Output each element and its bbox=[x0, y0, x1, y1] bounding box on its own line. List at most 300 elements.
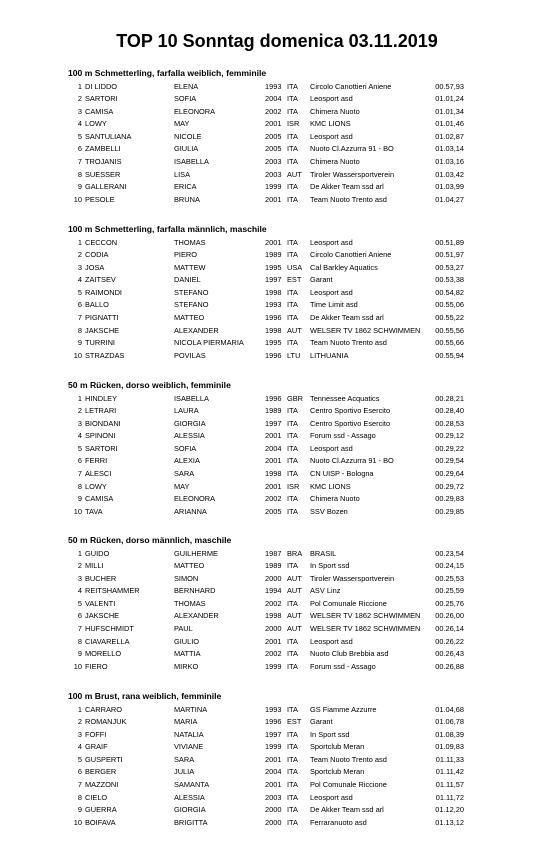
time-cell: 00.25,59 bbox=[435, 586, 464, 596]
time-cell: 00.55,56 bbox=[435, 325, 464, 335]
table-row bbox=[68, 299, 508, 312]
club-cell: De Akker Team ssd arl bbox=[310, 182, 384, 192]
rank-cell: 8 bbox=[77, 636, 82, 646]
club-cell: Chimera Nuoto bbox=[310, 494, 360, 504]
time-cell: 01.11,33 bbox=[435, 754, 464, 764]
time-cell: 00.28,21 bbox=[435, 393, 464, 403]
birth-year-cell: 2001 bbox=[265, 119, 282, 129]
last-name-cell: BUCHER bbox=[85, 573, 117, 583]
last-name-cell: GUSPERTI bbox=[85, 754, 123, 764]
first-name-cell: SIMON bbox=[174, 573, 199, 583]
table-row bbox=[68, 350, 508, 363]
results-table bbox=[68, 393, 508, 519]
club-cell: Sportclub Meran bbox=[310, 742, 365, 752]
club-cell: CN UISP - Bologna bbox=[310, 469, 374, 479]
time-cell: 00.54,82 bbox=[435, 287, 464, 297]
last-name-cell: GALLERANI bbox=[85, 182, 127, 192]
results-section bbox=[68, 224, 508, 362]
table-row bbox=[68, 249, 508, 262]
club-cell: WELSER TV 1862 SCHWIMMEN bbox=[310, 325, 421, 335]
time-cell: 01.03,99 bbox=[435, 182, 464, 192]
first-name-cell: ALESSIA bbox=[174, 792, 205, 802]
first-name-cell: SOFIA bbox=[174, 94, 197, 104]
table-row bbox=[68, 716, 508, 729]
rank-cell: 6 bbox=[77, 300, 82, 310]
last-name-cell: TROJANIS bbox=[85, 157, 122, 167]
table-row bbox=[68, 636, 508, 649]
time-cell: 01.01,24 bbox=[435, 94, 464, 104]
last-name-cell: SUESSER bbox=[85, 169, 121, 179]
rank-cell: 3 bbox=[77, 573, 82, 583]
nation-cell: ITA bbox=[287, 805, 298, 815]
rank-cell: 5 bbox=[77, 754, 82, 764]
first-name-cell: GIULIA bbox=[174, 144, 199, 154]
birth-year-cell: 1989 bbox=[265, 561, 282, 571]
rank-cell: 4 bbox=[77, 119, 82, 129]
table-row bbox=[68, 430, 508, 443]
time-cell: 00.25,53 bbox=[435, 573, 464, 583]
first-name-cell: DANIEL bbox=[174, 275, 201, 285]
birth-year-cell: 2001 bbox=[265, 636, 282, 646]
table-row bbox=[68, 194, 508, 207]
first-name-cell: NICOLE bbox=[174, 131, 202, 141]
time-cell: 00.55,06 bbox=[435, 300, 464, 310]
nation-cell: ITA bbox=[287, 406, 298, 416]
nation-cell: ITA bbox=[287, 287, 298, 297]
club-cell: Cal Barkley Aquatics bbox=[310, 262, 378, 272]
last-name-cell: CAMISA bbox=[85, 106, 114, 116]
table-row bbox=[68, 560, 508, 573]
club-cell: Forum ssd - Assago bbox=[310, 661, 376, 671]
nation-cell: BRA bbox=[287, 548, 303, 558]
first-name-cell: MARIA bbox=[174, 717, 198, 727]
last-name-cell: LOWY bbox=[85, 119, 107, 129]
birth-year-cell: 1996 bbox=[265, 313, 282, 323]
results-section bbox=[68, 691, 508, 829]
first-name-cell: BERNHARD bbox=[174, 586, 216, 596]
first-name-cell: NATALIA bbox=[174, 729, 204, 739]
birth-year-cell: 2001 bbox=[265, 754, 282, 764]
table-row bbox=[68, 729, 508, 742]
nation-cell: ITA bbox=[287, 506, 298, 516]
page-title: TOP 10 Sonntag domenica 03.11.2019 bbox=[116, 31, 438, 51]
first-name-cell: MATTEW bbox=[174, 262, 206, 272]
last-name-cell: CIAVARELLA bbox=[85, 636, 130, 646]
rank-cell: 5 bbox=[77, 131, 82, 141]
birth-year-cell: 2001 bbox=[265, 194, 282, 204]
last-name-cell: GUERRA bbox=[85, 805, 117, 815]
rank-cell: 7 bbox=[77, 469, 82, 479]
club-cell: Tiroler Wassersportverein bbox=[310, 169, 395, 179]
first-name-cell: THOMAS bbox=[174, 598, 206, 608]
section-title: 50 m Rücken, dorso männlich, maschile bbox=[68, 535, 232, 545]
time-cell: 00.55,94 bbox=[435, 350, 464, 360]
table-row bbox=[68, 792, 508, 805]
table-row bbox=[68, 325, 508, 338]
last-name-cell: BALLO bbox=[85, 300, 109, 310]
nation-cell: ITA bbox=[287, 817, 298, 827]
birth-year-cell: 2003 bbox=[265, 169, 282, 179]
club-cell: Circolo Canottieri Aniene bbox=[310, 250, 392, 260]
club-cell: KMC LIONS bbox=[310, 481, 351, 491]
birth-year-cell: 1999 bbox=[265, 182, 282, 192]
table-row bbox=[68, 610, 508, 623]
table-row bbox=[68, 405, 508, 418]
first-name-cell: BRIGITTA bbox=[174, 817, 208, 827]
table-row bbox=[68, 506, 508, 519]
club-cell: Nuoto Cl.Azzurra 91 - BO bbox=[310, 456, 394, 466]
club-cell: Centro Sportivo Esercito bbox=[310, 406, 391, 416]
rank-cell: 2 bbox=[77, 561, 82, 571]
club-cell: Leosport asd bbox=[310, 443, 353, 453]
results-table bbox=[68, 81, 508, 207]
last-name-cell: ZAMBELLI bbox=[85, 144, 121, 154]
table-row bbox=[68, 156, 508, 169]
time-cell: 01.12,20 bbox=[435, 805, 464, 815]
results-section bbox=[68, 535, 508, 673]
birth-year-cell: 2000 bbox=[265, 817, 282, 827]
rank-cell: 9 bbox=[77, 649, 82, 659]
last-name-cell: VALENTI bbox=[85, 598, 116, 608]
table-row bbox=[68, 779, 508, 792]
club-cell: KMC LIONS bbox=[310, 119, 351, 129]
first-name-cell: ALEXIA bbox=[174, 456, 200, 466]
first-name-cell: MAY bbox=[174, 119, 190, 129]
club-cell: Nuoto Cl.Azzurra 91 - BO bbox=[310, 144, 394, 154]
first-name-cell: STEFANO bbox=[174, 287, 209, 297]
rank-cell: 1 bbox=[77, 237, 82, 247]
time-cell: 00.55,66 bbox=[435, 338, 464, 348]
birth-year-cell: 1999 bbox=[265, 742, 282, 752]
rank-cell: 6 bbox=[77, 456, 82, 466]
last-name-cell: BERGER bbox=[85, 767, 117, 777]
first-name-cell: LISA bbox=[174, 169, 191, 179]
birth-year-cell: 1998 bbox=[265, 469, 282, 479]
rank-cell: 7 bbox=[77, 157, 82, 167]
time-cell: 00.51,89 bbox=[435, 237, 464, 247]
nation-cell: GBR bbox=[287, 393, 304, 403]
last-name-cell: MORELLO bbox=[85, 649, 122, 659]
nation-cell: ISR bbox=[287, 119, 300, 129]
time-cell: 00.29,12 bbox=[435, 431, 464, 441]
table-row bbox=[68, 468, 508, 481]
club-cell: Tiroler Wassersportverein bbox=[310, 573, 395, 583]
nation-cell: ITA bbox=[287, 649, 298, 659]
birth-year-cell: 2005 bbox=[265, 131, 282, 141]
time-cell: 01.11,57 bbox=[435, 780, 464, 790]
last-name-cell: CARRARO bbox=[85, 704, 122, 714]
club-cell: Team Nuoto Trento asd bbox=[310, 194, 387, 204]
nation-cell: ITA bbox=[287, 313, 298, 323]
table-row bbox=[68, 106, 508, 119]
last-name-cell: CAMISA bbox=[85, 494, 114, 504]
first-name-cell: ALEXANDER bbox=[174, 325, 219, 335]
club-cell: Forum ssd - Assago bbox=[310, 431, 376, 441]
rank-cell: 10 bbox=[73, 661, 82, 671]
first-name-cell: POVILAS bbox=[174, 350, 206, 360]
club-cell: WELSER TV 1862 SCHWIMMEN bbox=[310, 624, 421, 634]
nation-cell: ITA bbox=[287, 729, 298, 739]
club-cell: Centro Sportivo Esercito bbox=[310, 418, 391, 428]
time-cell: 01.03,16 bbox=[435, 157, 464, 167]
nation-cell: ITA bbox=[287, 250, 298, 260]
rank-cell: 8 bbox=[77, 792, 82, 802]
birth-year-cell: 1998 bbox=[265, 287, 282, 297]
time-cell: 00.55,22 bbox=[435, 313, 464, 323]
birth-year-cell: 1998 bbox=[265, 611, 282, 621]
last-name-cell: SPINONI bbox=[85, 431, 116, 441]
last-name-cell: ZAITSEV bbox=[85, 275, 116, 285]
last-name-cell: RAIMONDI bbox=[85, 287, 122, 297]
nation-cell: ITA bbox=[287, 767, 298, 777]
first-name-cell: NICOLA PIERMARIA bbox=[174, 338, 244, 348]
first-name-cell: MATTEO bbox=[174, 313, 205, 323]
time-cell: 00.26,43 bbox=[435, 649, 464, 659]
first-name-cell: ELENA bbox=[174, 81, 199, 91]
last-name-cell: BOIFAVA bbox=[85, 817, 116, 827]
birth-year-cell: 1996 bbox=[265, 350, 282, 360]
table-row bbox=[68, 661, 508, 674]
results-section bbox=[68, 380, 508, 518]
first-name-cell: ISABELLA bbox=[174, 393, 209, 403]
last-name-cell: ROMANJUK bbox=[85, 717, 127, 727]
table-row bbox=[68, 585, 508, 598]
last-name-cell: HINDLEY bbox=[85, 393, 118, 403]
first-name-cell: LAURA bbox=[174, 406, 199, 416]
time-cell: 00.29,85 bbox=[435, 506, 464, 516]
first-name-cell: PIERO bbox=[174, 250, 197, 260]
nation-cell: ITA bbox=[287, 418, 298, 428]
nation-cell: ITA bbox=[287, 300, 298, 310]
first-name-cell: MAY bbox=[174, 481, 190, 491]
section-title: 100 m Brust, rana weiblich, femminile bbox=[68, 691, 222, 701]
rank-cell: 9 bbox=[77, 805, 82, 815]
first-name-cell: ELEONORA bbox=[174, 106, 216, 116]
time-cell: 00.23,54 bbox=[435, 548, 464, 558]
rank-cell: 4 bbox=[77, 742, 82, 752]
last-name-cell: BIONDANI bbox=[85, 418, 121, 428]
results-table bbox=[68, 237, 508, 363]
last-name-cell: TAVA bbox=[85, 506, 103, 516]
time-cell: 01.01,34 bbox=[435, 106, 464, 116]
time-cell: 01.09,83 bbox=[435, 742, 464, 752]
table-row bbox=[68, 237, 508, 250]
birth-year-cell: 2001 bbox=[265, 780, 282, 790]
time-cell: 00.28,53 bbox=[435, 418, 464, 428]
nation-cell: ITA bbox=[287, 469, 298, 479]
rank-cell: 9 bbox=[77, 494, 82, 504]
nation-cell: ITA bbox=[287, 131, 298, 141]
rank-cell: 8 bbox=[77, 169, 82, 179]
table-row bbox=[68, 481, 508, 494]
table-row bbox=[68, 455, 508, 468]
birth-year-cell: 1994 bbox=[265, 586, 282, 596]
first-name-cell: JULIA bbox=[174, 767, 195, 777]
rank-cell: 3 bbox=[77, 106, 82, 116]
last-name-cell: FIERO bbox=[85, 661, 108, 671]
table-row bbox=[68, 493, 508, 506]
nation-cell: ITA bbox=[287, 742, 298, 752]
time-cell: 01.11,72 bbox=[435, 792, 464, 802]
rank-cell: 4 bbox=[77, 431, 82, 441]
nation-cell: EST bbox=[287, 717, 302, 727]
club-cell: In Sport ssd bbox=[310, 729, 350, 739]
club-cell: GS Fiamme Azzurre bbox=[310, 704, 377, 714]
last-name-cell: LETRARI bbox=[85, 406, 117, 416]
birth-year-cell: 2004 bbox=[265, 443, 282, 453]
table-row bbox=[68, 623, 508, 636]
table-row bbox=[68, 741, 508, 754]
nation-cell: ITA bbox=[287, 94, 298, 104]
rank-cell: 9 bbox=[77, 182, 82, 192]
birth-year-cell: 1987 bbox=[265, 548, 282, 558]
birth-year-cell: 1995 bbox=[265, 338, 282, 348]
birth-year-cell: 2001 bbox=[265, 431, 282, 441]
table-row bbox=[68, 262, 508, 275]
nation-cell: ITA bbox=[287, 561, 298, 571]
club-cell: Team Nuoto Trento asd bbox=[310, 338, 387, 348]
nation-cell: ITA bbox=[287, 494, 298, 504]
first-name-cell: GIULIO bbox=[174, 636, 200, 646]
first-name-cell: BRUNA bbox=[174, 194, 200, 204]
club-cell: Time Limit asd bbox=[310, 300, 358, 310]
table-row bbox=[68, 443, 508, 456]
time-cell: 00.29,83 bbox=[435, 494, 464, 504]
results-table bbox=[68, 704, 508, 830]
table-row bbox=[68, 704, 508, 717]
nation-cell: AUT bbox=[287, 586, 302, 596]
table-row bbox=[68, 648, 508, 661]
birth-year-cell: 1997 bbox=[265, 418, 282, 428]
table-row bbox=[68, 118, 508, 131]
club-cell: Garant bbox=[310, 275, 333, 285]
nation-cell: ITA bbox=[287, 338, 298, 348]
rank-cell: 3 bbox=[77, 262, 82, 272]
last-name-cell: LOWY bbox=[85, 481, 107, 491]
time-cell: 01.11,42 bbox=[435, 767, 464, 777]
nation-cell: ITA bbox=[287, 157, 298, 167]
table-row bbox=[68, 312, 508, 325]
nation-cell: AUT bbox=[287, 325, 302, 335]
time-cell: 00.24,15 bbox=[435, 561, 464, 571]
first-name-cell: SOFIA bbox=[174, 443, 197, 453]
birth-year-cell: 2000 bbox=[265, 805, 282, 815]
birth-year-cell: 1993 bbox=[265, 81, 282, 91]
club-cell: Leosport asd bbox=[310, 131, 353, 141]
rank-cell: 1 bbox=[77, 81, 82, 91]
club-cell: BRASIL bbox=[310, 548, 337, 558]
birth-year-cell: 1989 bbox=[265, 406, 282, 416]
club-cell: Leosport asd bbox=[310, 237, 353, 247]
table-row bbox=[68, 274, 508, 287]
time-cell: 00.29,72 bbox=[435, 481, 464, 491]
birth-year-cell: 1999 bbox=[265, 661, 282, 671]
first-name-cell: GUILHERME bbox=[174, 548, 218, 558]
nation-cell: ITA bbox=[287, 144, 298, 154]
club-cell: Circolo Canottieri Aniene bbox=[310, 81, 392, 91]
rank-cell: 3 bbox=[77, 418, 82, 428]
first-name-cell: STEFANO bbox=[174, 300, 209, 310]
first-name-cell: SAMANTA bbox=[174, 780, 210, 790]
time-cell: 00.26,88 bbox=[435, 661, 464, 671]
time-cell: 01.03,14 bbox=[435, 144, 464, 154]
birth-year-cell: 2002 bbox=[265, 494, 282, 504]
nation-cell: ITA bbox=[287, 598, 298, 608]
nation-cell: ITA bbox=[287, 81, 298, 91]
club-cell: Pol Comunale Riccione bbox=[310, 598, 387, 608]
first-name-cell: ARIANNA bbox=[174, 506, 207, 516]
last-name-cell: GRAIF bbox=[85, 742, 108, 752]
rank-cell: 3 bbox=[77, 729, 82, 739]
last-name-cell: JAKSCHE bbox=[85, 325, 120, 335]
first-name-cell: ALEXANDER bbox=[174, 611, 219, 621]
last-name-cell: CECCON bbox=[85, 237, 118, 247]
nation-cell: AUT bbox=[287, 169, 302, 179]
birth-year-cell: 1998 bbox=[265, 325, 282, 335]
time-cell: 00.29,64 bbox=[435, 469, 464, 479]
time-cell: 00.53,38 bbox=[435, 275, 464, 285]
table-row bbox=[68, 817, 508, 830]
nation-cell: ITA bbox=[287, 636, 298, 646]
table-row bbox=[68, 804, 508, 817]
last-name-cell: TURRINI bbox=[85, 338, 115, 348]
rank-cell: 2 bbox=[77, 250, 82, 260]
rank-cell: 2 bbox=[77, 717, 82, 727]
club-cell: Pol Comunale Riccione bbox=[310, 780, 387, 790]
rank-cell: 9 bbox=[77, 338, 82, 348]
table-row bbox=[68, 143, 508, 156]
time-cell: 01.04,68 bbox=[435, 704, 464, 714]
last-name-cell: CIELO bbox=[85, 792, 108, 802]
nation-cell: ITA bbox=[287, 780, 298, 790]
birth-year-cell: 2004 bbox=[265, 767, 282, 777]
rank-cell: 6 bbox=[77, 611, 82, 621]
birth-year-cell: 2002 bbox=[265, 649, 282, 659]
table-row bbox=[68, 598, 508, 611]
rank-cell: 5 bbox=[77, 598, 82, 608]
nation-cell: ITA bbox=[287, 237, 298, 247]
nation-cell: ITA bbox=[287, 792, 298, 802]
last-name-cell: JOSA bbox=[85, 262, 105, 272]
first-name-cell: ERICA bbox=[174, 182, 197, 192]
section-title: 100 m Schmetterling, farfalla weiblich, femminile bbox=[68, 68, 267, 78]
first-name-cell: THOMAS bbox=[174, 237, 206, 247]
nation-cell: AUT bbox=[287, 611, 302, 621]
time-cell: 00.51,97 bbox=[435, 250, 464, 260]
first-name-cell: MIRKO bbox=[174, 661, 199, 671]
time-cell: 01.06,78 bbox=[435, 717, 464, 727]
section-title: 100 m Schmetterling, farfalla männlich, maschile bbox=[68, 224, 267, 234]
last-name-cell: HUFSCHMIDT bbox=[85, 624, 134, 634]
table-row bbox=[68, 573, 508, 586]
birth-year-cell: 2003 bbox=[265, 157, 282, 167]
nation-cell: EST bbox=[287, 275, 302, 285]
first-name-cell: ELEONORA bbox=[174, 494, 216, 504]
rank-cell: 2 bbox=[77, 94, 82, 104]
last-name-cell: GUIDO bbox=[85, 548, 110, 558]
time-cell: 00.26,14 bbox=[435, 624, 464, 634]
club-cell: In Sport ssd bbox=[310, 561, 350, 571]
time-cell: 01.08,39 bbox=[435, 729, 464, 739]
table-row bbox=[68, 81, 508, 94]
table-row bbox=[68, 766, 508, 779]
nation-cell: AUT bbox=[287, 573, 302, 583]
birth-year-cell: 1993 bbox=[265, 300, 282, 310]
birth-year-cell: 2002 bbox=[265, 106, 282, 116]
club-cell: Leosport asd bbox=[310, 636, 353, 646]
rank-cell: 10 bbox=[73, 506, 82, 516]
birth-year-cell: 1997 bbox=[265, 729, 282, 739]
